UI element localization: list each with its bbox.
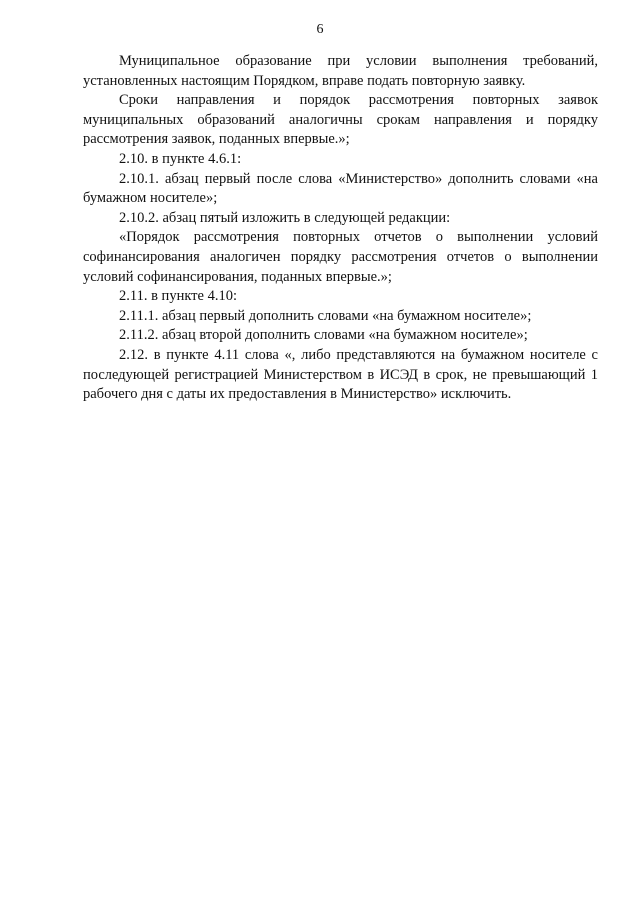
paragraph-2-10: 2.10. в пункте 4.6.1: [119,150,242,167]
paragraph-resubmission-right: Муниципальное образование при условии выполнения требований, установленных настоящим Порядком, вправе подать повторную заявку. [83,53,598,89]
paragraph-2-12: 2.12. в пункте 4.11 слова «, либо представляются на бумажном носителе с последующей регистрацией Министерством в ИСЭД в срок, не превышающий 1 рабочего дня с даты их предоставления в Министерство» исключить. [83,346,598,403]
page-number: 6 [316,22,324,37]
paragraph-2-11-2: 2.11.2. абзац второй дополнить словами «на бумажном носителе»; [119,327,528,344]
paragraph-2-10-2: 2.10.2. абзац пятый изложить в следующей редакции: [119,209,451,226]
paragraph-resubmission-terms: Сроки направления и порядок рассмотрения повторных заявок муниципальных образований аналогичны срокам направления и порядку рассмотрения заявок, поданных впервые.»; [83,92,598,148]
document-body [83,52,598,405]
paragraph-2-11: 2.11. в пункте 4.10: [119,288,237,305]
paragraph-2-11-1: 2.11.1. абзац первый дополнить словами «на бумажном носителе»; [119,307,532,324]
paragraph-quoted-report-procedure: «Порядок рассмотрения повторных отчетов о выполнении условий софинансирования аналогичен порядку рассмотрения отчетов о выполнении условий софинансирования, поданных впервые.»; [83,229,598,285]
paragraph-2-10-1: 2.10.1. абзац первый после слова «Министерство» дополнить словами «на бумажном носителе»; [83,170,598,207]
